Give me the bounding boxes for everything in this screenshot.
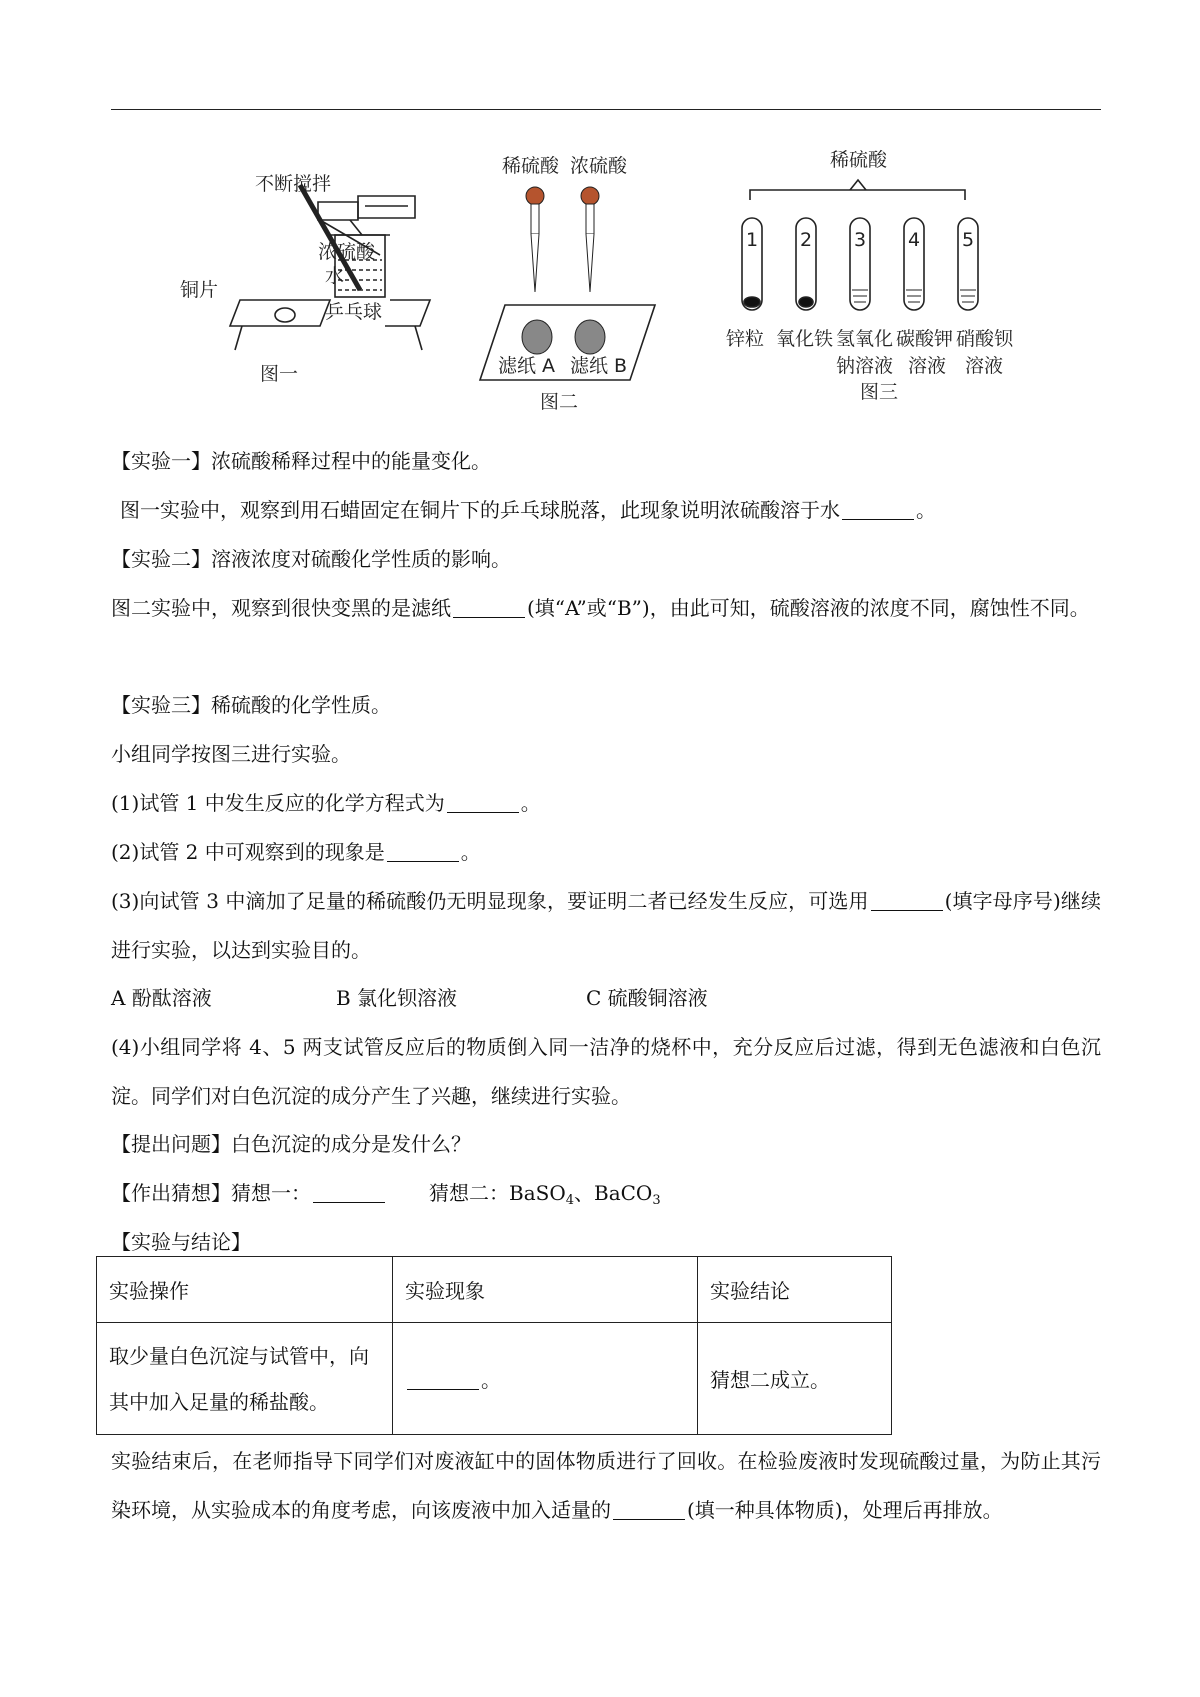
question-1: (1)试管 1 中发生反应的化学方程式为 。 <box>111 791 541 815</box>
answer-blank[interactable] <box>871 890 943 911</box>
exp1-body: 图一实验中，观察到用石蜡固定在铜片下的乒乓球脱落，此现象说明浓硫酸溶于水 。 <box>120 498 936 522</box>
ping-pong-ball <box>275 308 295 322</box>
fig1-label-copper: 铜片 <box>180 279 219 301</box>
hypothesis-line: 【作出猜想】猜想一： 猜想二：BaSO$_4$、BaCO$_3$ <box>111 1181 661 1208</box>
fig3-reagent-1: 锌粒 <box>726 328 765 350</box>
fig3-reagent-4: 碳酸钾 <box>896 328 954 350</box>
fig2-caption: 图二 <box>540 391 579 413</box>
copper-plate <box>230 300 330 326</box>
fig3-reagent-3: 氢氧化 <box>836 328 894 350</box>
fig2-paper-a: 滤纸 A <box>498 355 556 377</box>
fig3-reagent-5: 硝酸钡 <box>956 328 1014 350</box>
filter-paper-a <box>522 320 552 354</box>
fig1-caption: 图一 <box>260 363 299 385</box>
experiment-table <box>96 1256 892 1435</box>
question-3: (3)向试管 3 中滴加了足量的稀硫酸仍无明显现象，要证明二者已经发生反应，可选用 (填字母序号)继续进行实验，以达到实验目的。 <box>111 889 1101 962</box>
fig2-paper-b: 滤纸 B <box>570 355 628 377</box>
fig3-tube-5: 5 <box>962 229 975 251</box>
fig3-tube-4: 4 <box>908 229 921 251</box>
option-b: B 氯化钡溶液 <box>336 986 458 1010</box>
option-c: C 硫酸铜溶液 <box>586 986 708 1010</box>
answer-blank[interactable] <box>453 597 525 618</box>
answer-blank[interactable] <box>447 792 519 813</box>
fig3-tube-1: 1 <box>746 229 759 251</box>
answer-blank[interactable] <box>387 841 459 862</box>
answer-blank[interactable] <box>842 499 914 520</box>
exp1-heading: 【实验一】浓硫酸稀释过程中的能量变化。 <box>111 449 491 473</box>
experiment-figures <box>180 140 1040 430</box>
answer-blank[interactable] <box>613 1499 685 1520</box>
table-cell-operation: 取少量白色沉淀与试管中，向 其中加入足量的稀盐酸。 <box>97 1323 393 1435</box>
question-heading: 【提出问题】白色沉淀的成分是发什么？ <box>111 1132 471 1156</box>
question-4: (4)小组同学将 4、5 两支试管反应后的物质倒入同一洁净的烧杯中，充分反应后过滤，得到无色滤液和白色沉淀。同学们对白色沉淀的成分产生了兴趣，继续进行实验。 <box>111 1035 1101 1108</box>
fig1-label-water: 水 <box>325 265 345 287</box>
fig3-acid: 稀硫酸 <box>830 149 888 171</box>
table-header-conclusion: 实验结论 <box>698 1257 892 1323</box>
fig3-reagent-5b: 溶液 <box>965 355 1004 377</box>
exp2-heading: 【实验二】溶液浓度对硫酸化学性质的影响。 <box>111 547 511 571</box>
fig2-dropper1: 稀硫酸 <box>502 155 560 177</box>
answer-blank[interactable] <box>313 1182 385 1203</box>
fig3-tube-3: 3 <box>854 229 867 251</box>
conclusion-heading: 【实验与结论】 <box>111 1230 251 1254</box>
table-cell-phenomenon: 。 <box>393 1323 698 1435</box>
option-a: A 酚酞溶液 <box>111 986 212 1010</box>
acid-bottle <box>318 202 358 220</box>
fig3-reagent-3b: 钠溶液 <box>836 355 894 377</box>
fig3-reagent-2: 氧化铁 <box>776 328 834 350</box>
fig3-reagent-4b: 溶液 <box>908 355 947 377</box>
answer-blank[interactable] <box>407 1369 479 1390</box>
final-paragraph: 实验结束后，在老师指导下同学们对废液缸中的固体物质进行了回收。在检验废液时发现硫酸过量，为防止其污染环境，从实验成本的角度考虑，向该废液中加入适量的 (填一种具体物质)，处理后再排放。 <box>111 1449 1101 1522</box>
fig1-label-acid: 浓硫酸 <box>318 241 376 263</box>
table-cell-conclusion: 猜想二成立。 <box>698 1323 892 1435</box>
question-2: (2)试管 2 中可观察到的现象是 。 <box>111 840 481 864</box>
header-rule <box>111 109 1101 110</box>
fig1-label-ball: 乒乓球 <box>325 301 383 323</box>
fig3-caption: 图三 <box>860 381 899 403</box>
fig2-dropper2: 浓硫酸 <box>570 155 628 177</box>
fig3-tube-2: 2 <box>800 229 813 251</box>
figure-2 <box>480 187 655 380</box>
figures-area <box>180 140 1040 430</box>
exp3-heading: 【实验三】稀硫酸的化学性质。 <box>111 693 391 717</box>
filter-paper-b <box>575 320 605 354</box>
fig1-label-stir: 不断搅拌 <box>255 173 332 195</box>
exp2-body: 图二实验中，观察到很快变黑的是滤纸 (填“A”或“B”)，由此可知，硫酸溶液的浓度不同，腐蚀性不同。 <box>111 596 1090 620</box>
exp3-intro: 小组同学按图三进行实验。 <box>111 742 351 766</box>
table-header-phenomenon: 实验现象 <box>393 1257 698 1323</box>
table-header-operation: 实验操作 <box>97 1257 393 1323</box>
